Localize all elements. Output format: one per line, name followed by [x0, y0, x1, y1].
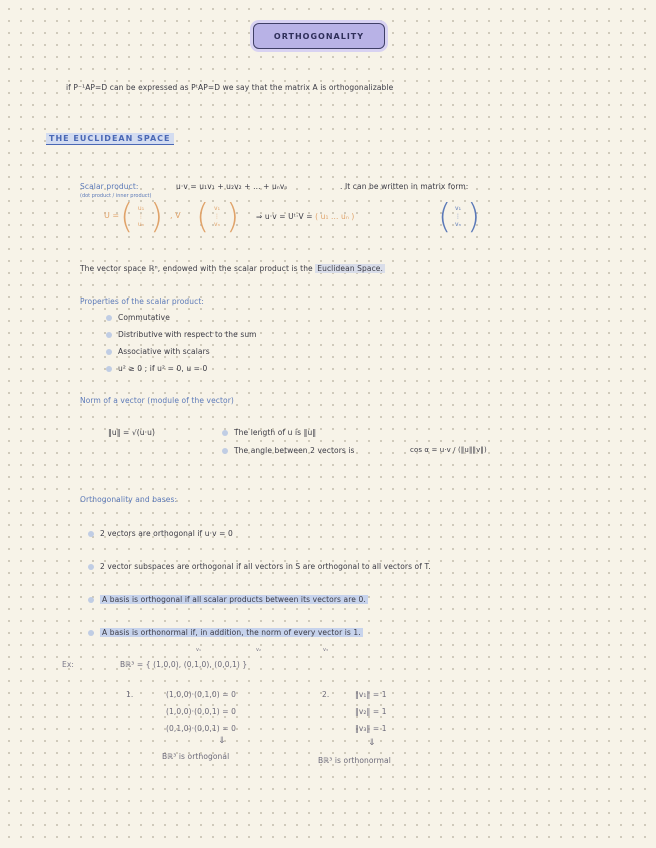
implies-arrow-2: ⇓ [368, 738, 376, 748]
intro-text: if P⁻¹AP=D can be expressed as PᵗAP=D we say that the matrix A is orthogonalizable [66, 83, 394, 92]
euclidean-space-highlight: Euclidean Space. [317, 264, 383, 273]
product-line: (1,0,0)·(0,1,0) = 0 [166, 690, 236, 699]
vector-space-text: The vector space ℝⁿ, endowed with the scalar product is the Euclidean Space. [80, 264, 383, 273]
conclusion-orthonormal: Bℝ³ is orthonormal [318, 756, 391, 765]
scalar-product-sublabel: (dot product / inner product) [80, 193, 152, 199]
orthogonality-item: 2 vectors are orthogonal if u·v = 0 [88, 529, 233, 538]
norm-item: The angle between 2 vectors is [222, 446, 355, 455]
norm-formula: ‖u‖ = √(u·u) [108, 428, 156, 437]
example-basis: Bℝ³ = { (1,0,0), (0,1,0), (0,0,1) } [120, 660, 248, 669]
norm-line: ‖v₂‖ = 1 [355, 707, 387, 716]
properties-heading: Properties of the scalar product: [80, 297, 205, 306]
v-symbol: , V [170, 211, 181, 220]
section-title: THE EUCLIDEAN SPACE [46, 133, 174, 145]
u-column-vector: u₁ ⋮ uₙ [137, 205, 145, 228]
conclusion-orthogonal: Bℝ³ is orthogonal [162, 752, 230, 761]
u-right-paren: ) [150, 197, 164, 237]
orthogonality-item: A basis is orthonormal if, in addition, the norm of every vector is 1. [88, 628, 363, 637]
u-left-paren: ( [120, 197, 134, 237]
product-line: (0,1,0)·(0,0,1) = 0 [166, 724, 236, 733]
u-symbol: U = [104, 211, 120, 220]
orthogonality-item: 2 vector subspaces are orthogonal if all vectors in S are orthogonal to all vectors of T. [88, 562, 431, 571]
orthogonality-item: A basis is orthogonal if all scalar products between its vectors are 0. [88, 595, 368, 604]
property-item: u² ≥ 0 ; if u² = 0, u = 0 [106, 364, 207, 373]
product-line: (1,0,0)·(0,0,1) = 0 [166, 707, 236, 716]
col-left-paren: ( [438, 197, 452, 237]
v-right-paren: ) [226, 197, 240, 237]
vector-label-v3: v₃ [323, 647, 328, 653]
col-right-paren: ) [467, 197, 481, 237]
step-two-label: 2. [322, 690, 330, 699]
v-left-paren: ( [196, 197, 210, 237]
scalar-product-definition: u·v = u₁v₁ + u₂v₂ + ... + uₙvₙ [176, 182, 288, 191]
page-title: ORTHOGONALITY [253, 23, 385, 49]
norm-line: ‖v₁‖ = 1 [355, 690, 387, 699]
col-vector: v₁ ⋮ vₙ [455, 205, 461, 228]
vector-label-v1: v₁ [196, 647, 201, 653]
property-item: Distributive with respect to the sum [106, 330, 257, 339]
norm-line: ‖v₃‖ = 1 [355, 724, 387, 733]
scalar-product-label: Scalar product: [80, 182, 139, 191]
v-column-vector: v₁ ⋮ vₙ [214, 205, 220, 228]
orthogonality-heading: Orthogonality and bases: [80, 495, 178, 504]
matrix-form-text: . It can be written in matrix form: [340, 182, 469, 191]
matrix-product-text: ⇒ u·v = Uᵗ·V = ( u₁ ... uₙ ) [256, 212, 355, 221]
property-item: Associative with scalars [106, 347, 210, 356]
norm-heading: Norm of a vector (module of the vector) [80, 396, 234, 405]
vector-label-v2: v₂ [256, 647, 261, 653]
norm-item: The length of u is ‖u‖ [222, 428, 316, 437]
property-item: Commutative [106, 313, 170, 322]
implies-arrow-1: ⇓ [218, 736, 226, 746]
example-label: Ex: [62, 660, 75, 669]
angle-formula: cos α = u·v / (‖u‖‖v‖) [410, 446, 487, 454]
step-one-label: 1. [126, 690, 134, 699]
